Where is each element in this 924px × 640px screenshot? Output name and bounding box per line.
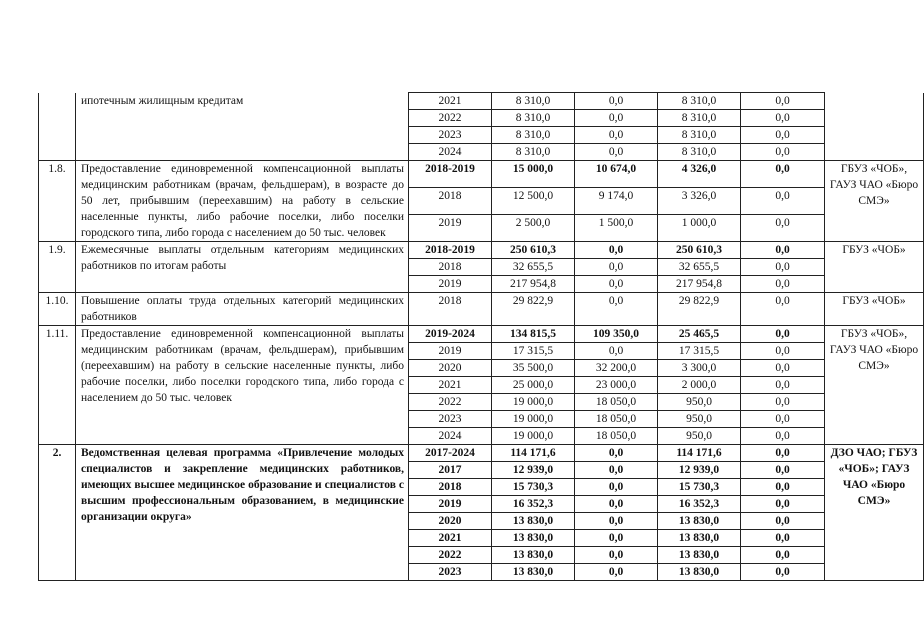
total-cell: 217 954,8	[492, 276, 575, 293]
year-cell: 2019	[409, 215, 492, 242]
year-cell: 2020	[409, 360, 492, 377]
other-cell: 0,0	[741, 161, 825, 188]
year-cell: 2022	[409, 394, 492, 411]
total-cell: 134 815,5	[492, 326, 575, 343]
federal-cell: 0,0	[575, 530, 658, 547]
other-cell: 0,0	[741, 530, 825, 547]
total-cell: 8 310,0	[492, 127, 575, 144]
federal-cell: 0,0	[575, 259, 658, 276]
other-cell: 0,0	[741, 394, 825, 411]
item-description: Ежемесячные выплаты отдельным категориям медицинских работников по итогам работы	[76, 242, 409, 293]
other-cell: 0,0	[741, 377, 825, 394]
regional-cell: 25 465,5	[658, 326, 741, 343]
total-cell: 13 830,0	[492, 547, 575, 564]
federal-cell: 0,0	[575, 242, 658, 259]
federal-cell: 23 000,0	[575, 377, 658, 394]
total-cell: 35 500,0	[492, 360, 575, 377]
regional-cell: 3 300,0	[658, 360, 741, 377]
year-cell: 2019	[409, 343, 492, 360]
regional-cell: 950,0	[658, 394, 741, 411]
other-cell: 0,0	[741, 215, 825, 242]
regional-cell: 13 830,0	[658, 530, 741, 547]
regional-cell: 8 310,0	[658, 144, 741, 161]
total-cell: 17 315,5	[492, 343, 575, 360]
federal-cell: 0,0	[575, 93, 658, 110]
other-cell: 0,0	[741, 513, 825, 530]
other-cell: 0,0	[741, 428, 825, 445]
regional-cell: 950,0	[658, 428, 741, 445]
year-cell: 2023	[409, 564, 492, 581]
item-number: 1.10.	[39, 293, 76, 326]
regional-cell: 1 000,0	[658, 215, 741, 242]
total-cell: 12 939,0	[492, 462, 575, 479]
regional-cell: 4 326,0	[658, 161, 741, 188]
total-cell: 13 830,0	[492, 564, 575, 581]
item-number-cell	[39, 93, 76, 161]
regional-cell: 13 830,0	[658, 547, 741, 564]
other-cell: 0,0	[741, 496, 825, 513]
total-cell: 13 830,0	[492, 530, 575, 547]
other-cell: 0,0	[741, 547, 825, 564]
item-description: Предоставление единовременной компенсационной выплаты медицинским работникам (врачам, фельдшерам), прибывшим (переехавшим) на работу в сельские населенные пункты, либо рабочие поселки, либо поселки городского типа, либо города с населением до 50 тыс. человек	[76, 326, 409, 445]
federal-cell: 0,0	[575, 445, 658, 462]
item-description: Повышение оплаты труда отдельных категорий медицинских работников	[76, 293, 409, 326]
federal-cell: 10 674,0	[575, 161, 658, 188]
table-row	[39, 161, 924, 188]
total-cell: 12 500,0	[492, 188, 575, 215]
regional-cell: 32 655,5	[658, 259, 741, 276]
item-number: 2.	[39, 445, 76, 581]
program-funding-table	[38, 92, 924, 581]
other-cell: 0,0	[741, 259, 825, 276]
federal-cell: 1 500,0	[575, 215, 658, 242]
regional-cell: 13 830,0	[658, 513, 741, 530]
other-cell: 0,0	[741, 293, 825, 326]
federal-cell: 0,0	[575, 496, 658, 513]
item-description: Предоставление единовременной компенсационной выплаты медицинским работникам (врачам, фельдшерам), в возрасте до 50 лет, прибывшим (переехавшим) на работу в сельские населенные пункты, либо рабочие поселки, либо поселки городского типа, либо города с населением до 50 тыс. человек	[76, 161, 409, 242]
regional-cell: 29 822,9	[658, 293, 741, 326]
total-cell: 250 610,3	[492, 242, 575, 259]
federal-cell: 0,0	[575, 276, 658, 293]
year-cell: 2019	[409, 276, 492, 293]
federal-cell: 0,0	[575, 479, 658, 496]
federal-cell: 0,0	[575, 547, 658, 564]
year-cell: 2018	[409, 259, 492, 276]
regional-cell: 12 939,0	[658, 462, 741, 479]
total-cell: 8 310,0	[492, 110, 575, 127]
total-cell: 8 310,0	[492, 144, 575, 161]
other-cell: 0,0	[741, 242, 825, 259]
year-cell: 2018	[409, 479, 492, 496]
year-cell: 2019-2024	[409, 326, 492, 343]
total-cell: 15 000,0	[492, 161, 575, 188]
regional-cell: 8 310,0	[658, 127, 741, 144]
item-number: 1.11.	[39, 326, 76, 445]
total-cell: 15 730,3	[492, 479, 575, 496]
regional-cell: 114 171,6	[658, 445, 741, 462]
table-row	[39, 93, 924, 110]
item-description: Ведомственная целевая программа «Привлечение молодых специалистов и закрепление медицинских работников, имеющих высшее медицинское образование и специалистов с высшим профессиональным образованием, в медицинские организации округа»	[76, 445, 409, 581]
other-cell: 0,0	[741, 445, 825, 462]
year-cell: 2019	[409, 496, 492, 513]
federal-cell: 0,0	[575, 144, 658, 161]
table-row	[39, 445, 924, 462]
year-cell: 2022	[409, 110, 492, 127]
federal-cell: 0,0	[575, 513, 658, 530]
regional-cell: 13 830,0	[658, 564, 741, 581]
year-cell: 2018	[409, 188, 492, 215]
federal-cell: 0,0	[575, 127, 658, 144]
other-cell: 0,0	[741, 93, 825, 110]
federal-cell: 9 174,0	[575, 188, 658, 215]
total-cell: 8 310,0	[492, 93, 575, 110]
year-cell: 2023	[409, 127, 492, 144]
year-cell: 2021	[409, 377, 492, 394]
other-cell: 0,0	[741, 462, 825, 479]
federal-cell: 0,0	[575, 293, 658, 326]
regional-cell: 17 315,5	[658, 343, 741, 360]
federal-cell: 109 350,0	[575, 326, 658, 343]
year-cell: 2024	[409, 144, 492, 161]
other-cell: 0,0	[741, 144, 825, 161]
executor: ГБУЗ «ЧОБ», ГАУЗ ЧАО «Бюро СМЭ»	[825, 326, 924, 445]
year-cell: 2020	[409, 513, 492, 530]
executor: ГБУЗ «ЧОБ», ГАУЗ ЧАО «Бюро СМЭ»	[825, 161, 924, 242]
federal-cell: 18 050,0	[575, 394, 658, 411]
other-cell: 0,0	[741, 188, 825, 215]
year-cell: 2021	[409, 93, 492, 110]
other-cell: 0,0	[741, 411, 825, 428]
other-cell: 0,0	[741, 276, 825, 293]
total-cell: 19 000,0	[492, 394, 575, 411]
other-cell: 0,0	[741, 326, 825, 343]
year-cell: 2022	[409, 547, 492, 564]
regional-cell: 2 000,0	[658, 377, 741, 394]
other-cell: 0,0	[741, 127, 825, 144]
total-cell: 19 000,0	[492, 428, 575, 445]
total-cell: 13 830,0	[492, 513, 575, 530]
federal-cell: 0,0	[575, 564, 658, 581]
item-number: 1.8.	[39, 161, 76, 242]
other-cell: 0,0	[741, 343, 825, 360]
year-cell: 2024	[409, 428, 492, 445]
regional-cell: 8 310,0	[658, 110, 741, 127]
regional-cell: 15 730,3	[658, 479, 741, 496]
other-cell: 0,0	[741, 479, 825, 496]
table-row	[39, 326, 924, 343]
other-cell: 0,0	[741, 110, 825, 127]
total-cell: 29 822,9	[492, 293, 575, 326]
year-cell: 2017-2024	[409, 445, 492, 462]
executor: ГБУЗ «ЧОБ»	[825, 293, 924, 326]
federal-cell: 18 050,0	[575, 411, 658, 428]
total-cell: 114 171,6	[492, 445, 575, 462]
total-cell: 32 655,5	[492, 259, 575, 276]
regional-cell: 950,0	[658, 411, 741, 428]
federal-cell: 0,0	[575, 343, 658, 360]
year-cell: 2018	[409, 293, 492, 326]
item-description: ипотечным жилищным кредитам	[76, 93, 409, 161]
regional-cell: 250 610,3	[658, 242, 741, 259]
executor-cell	[825, 93, 924, 161]
regional-cell: 3 326,0	[658, 188, 741, 215]
year-cell: 2021	[409, 530, 492, 547]
year-cell: 2018-2019	[409, 161, 492, 188]
federal-cell: 0,0	[575, 110, 658, 127]
year-cell: 2023	[409, 411, 492, 428]
total-cell: 2 500,0	[492, 215, 575, 242]
total-cell: 25 000,0	[492, 377, 575, 394]
table-row	[39, 293, 924, 326]
executor: ДЗО ЧАО; ГБУЗ «ЧОБ»; ГАУЗ ЧАО «Бюро СМЭ»	[825, 445, 924, 581]
executor: ГБУЗ «ЧОБ»	[825, 242, 924, 293]
year-cell: 2018-2019	[409, 242, 492, 259]
regional-cell: 217 954,8	[658, 276, 741, 293]
other-cell: 0,0	[741, 360, 825, 377]
year-cell: 2017	[409, 462, 492, 479]
regional-cell: 8 310,0	[658, 93, 741, 110]
total-cell: 19 000,0	[492, 411, 575, 428]
item-number: 1.9.	[39, 242, 76, 293]
federal-cell: 32 200,0	[575, 360, 658, 377]
table-row	[39, 242, 924, 259]
federal-cell: 0,0	[575, 462, 658, 479]
total-cell: 16 352,3	[492, 496, 575, 513]
regional-cell: 16 352,3	[658, 496, 741, 513]
federal-cell: 18 050,0	[575, 428, 658, 445]
other-cell: 0,0	[741, 564, 825, 581]
